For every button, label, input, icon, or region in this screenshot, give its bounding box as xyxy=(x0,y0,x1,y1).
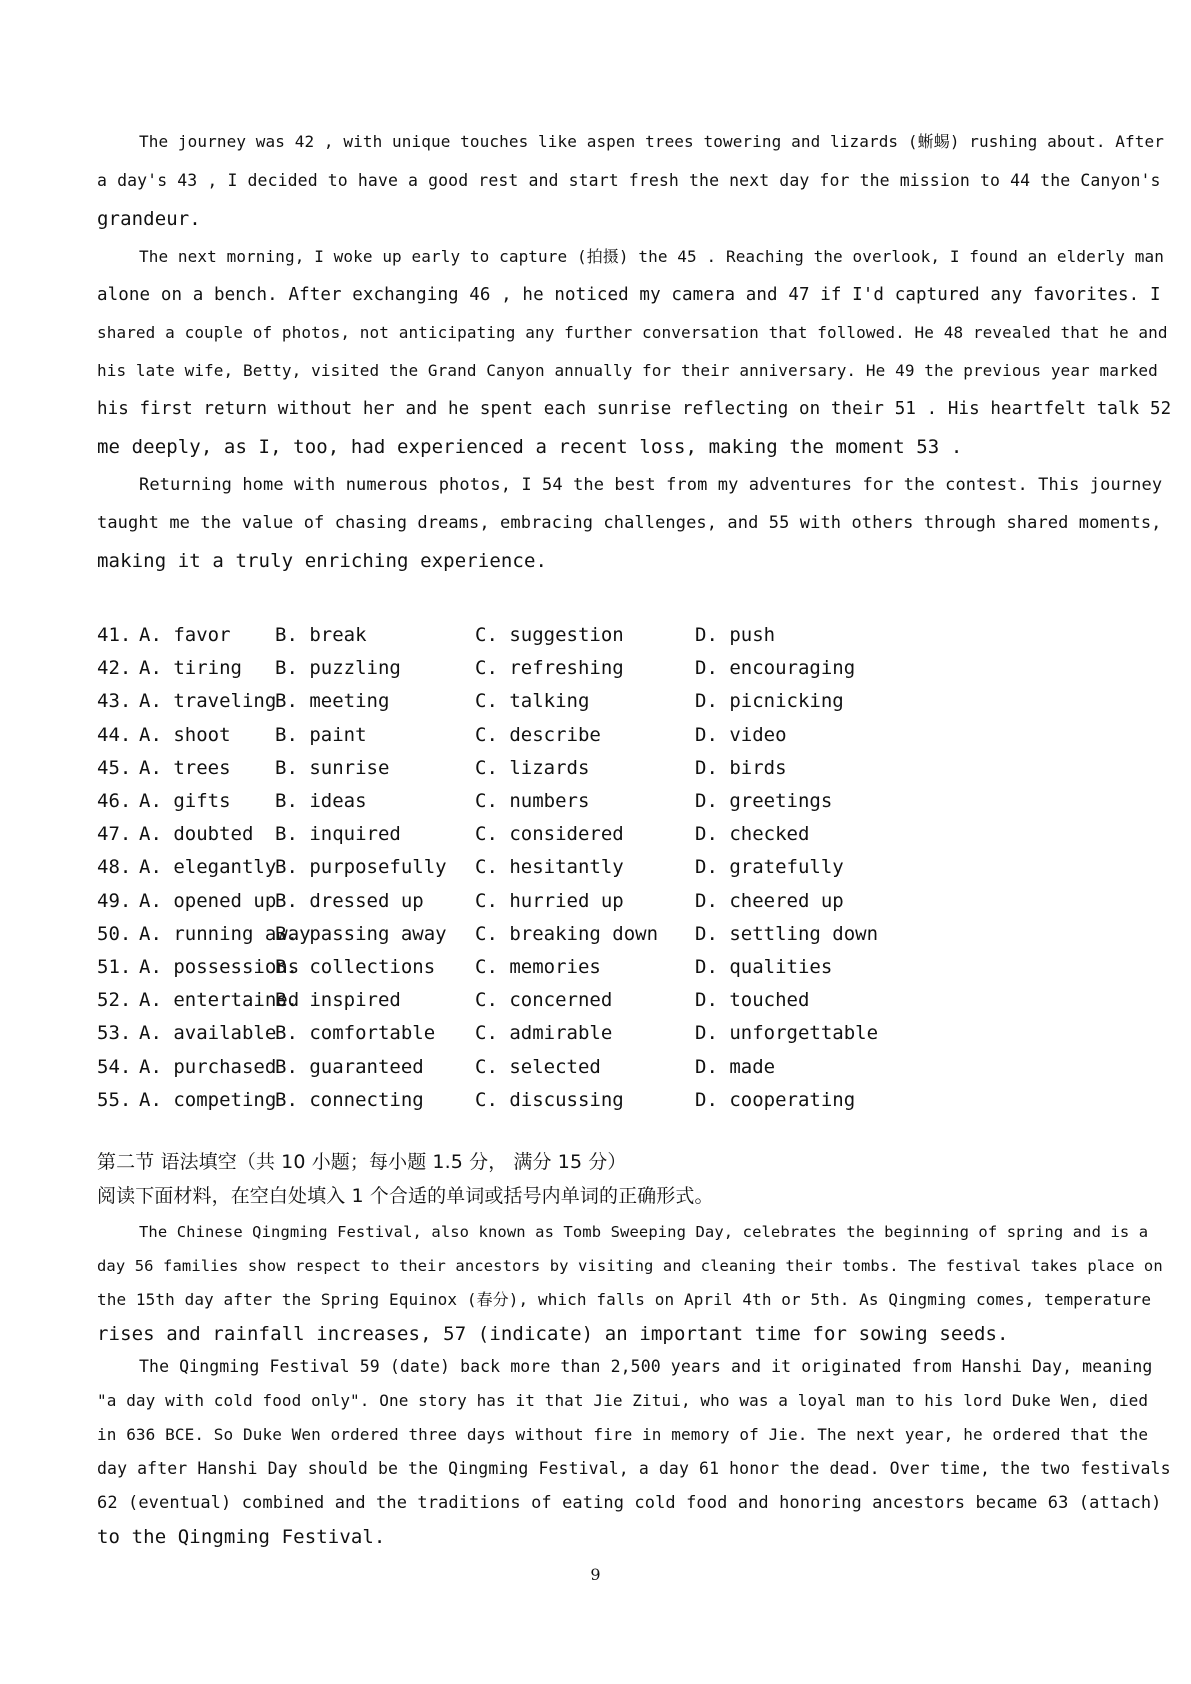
option-c: C. hesitantly xyxy=(475,856,624,879)
question-number: 41. xyxy=(97,624,132,646)
option-d: D. encouraging xyxy=(695,657,856,680)
option-b: B. guaranteed xyxy=(275,1055,424,1078)
option-b: B. passing away xyxy=(275,922,447,945)
question-number: 48. xyxy=(97,856,132,879)
passage-line: "a day with cold food only". One story has it that Jie Zitui, who was a loyal man to his lord Duke Wen, died xyxy=(97,1391,1149,1410)
option-a: A. doubted xyxy=(139,823,254,846)
question-number: 46. xyxy=(97,790,132,812)
passage-line: The Qingming Festival 59 (date) back more than 2,500 years and it originated from Hanshi Day, meaning xyxy=(139,1357,1153,1376)
option-a: A. competing xyxy=(139,1088,277,1111)
option-c: C. numbers xyxy=(475,790,590,812)
option-c: C. discussing xyxy=(475,1088,624,1111)
option-c: C. suggestion xyxy=(475,624,624,646)
option-b: B. puzzling xyxy=(275,657,401,680)
option-c: C. lizards xyxy=(475,756,590,779)
question-number: 55. xyxy=(97,1088,132,1111)
page-number: 9 xyxy=(590,1565,601,1584)
passage-line: The journey was 42 , with unique touches like aspen trees towering and lizards (蜥蜴) rushing about. After xyxy=(139,132,1164,151)
option-d: D. cooperating xyxy=(695,1088,856,1111)
passage-line: making it a truly enriching experience. xyxy=(97,550,548,572)
option-a: A. traveling xyxy=(139,690,277,713)
option-c: C. memories xyxy=(475,956,601,978)
option-c: C. describe xyxy=(475,723,601,746)
option-c: C. considered xyxy=(475,823,624,846)
option-b: B. comfortable xyxy=(275,1022,436,1045)
option-d: D. qualities xyxy=(695,956,833,978)
question-number: 44. xyxy=(97,723,132,746)
passage-line: alone on a bench. After exchanging 46 , he noticed my camera and 47 if I'd captured any favorites. I xyxy=(97,285,1161,305)
option-a: A. opened up xyxy=(139,889,277,912)
option-c: C. selected xyxy=(475,1055,601,1078)
passage-line: The Chinese Qingming Festival, also known as Tomb Sweeping Day, celebrates the beginning of spring and is a xyxy=(139,1223,1149,1241)
passage-line: a day's 43 , I decided to have a good rest and start fresh the next day for the mission to 44 the Canyon's xyxy=(97,171,1161,190)
option-b: B. ideas xyxy=(275,790,367,812)
option-b: B. collections xyxy=(275,956,436,978)
question-number: 43. xyxy=(97,690,132,713)
option-a: A. shoot xyxy=(139,723,231,746)
option-b: B. sunrise xyxy=(275,756,390,779)
passage-line: to the Qingming Festival. xyxy=(97,1526,386,1548)
question-number: 53. xyxy=(97,1022,132,1045)
passage-line: me deeply, as I, too, had experienced a recent loss, making the moment 53 . xyxy=(97,436,963,458)
question-number: 54. xyxy=(97,1055,132,1078)
option-a: A. available xyxy=(139,1022,277,1045)
option-d: D. video xyxy=(695,723,787,746)
option-a: A. elegantly xyxy=(139,856,277,879)
option-d: D. made xyxy=(695,1055,776,1078)
question-number: 52. xyxy=(97,989,132,1012)
passage-line: shared a couple of photos, not anticipating any further conversation that followed. He 48 revealed that he and xyxy=(97,323,1168,342)
question-number: 49. xyxy=(97,889,132,912)
option-a: A. gifts xyxy=(139,790,231,812)
option-d: D. cheered up xyxy=(695,889,844,912)
passage-line: day 56 families show respect to their ancestors by visiting and cleaning their tombs. The festival takes place on xyxy=(97,1257,1163,1275)
option-c: C. breaking down xyxy=(475,922,659,945)
option-d: D. push xyxy=(695,624,776,646)
question-number: 45. xyxy=(97,756,132,779)
option-a: A. running away xyxy=(139,922,311,945)
passage-line: grandeur. xyxy=(97,208,201,230)
option-a: A. favor xyxy=(139,624,231,646)
passage-line: the 15th day after the Spring Equinox (春分), which falls on April 4th or 5th. As Qingming comes, temperature xyxy=(97,1290,1152,1309)
passage-line: day after Hanshi Day should be the Qingming Festival, a day 61 honor the dead. Over time, the two festivals xyxy=(97,1459,1171,1478)
passage-line: rises and rainfall increases, 57 (indicate) an important time for sowing seeds. xyxy=(97,1323,1009,1345)
option-a: A. purchased xyxy=(139,1055,277,1078)
question-number: 51. xyxy=(97,956,132,978)
option-a: A. possessions xyxy=(139,956,300,978)
option-d: D. gratefully xyxy=(695,856,844,879)
option-c: C. talking xyxy=(475,690,590,713)
section-heading: 第二节 语法填空（共 10 小题；每小题 1.5 分， 满分 15 分） xyxy=(97,1151,627,1173)
option-c: C. hurried up xyxy=(475,889,624,912)
option-b: B. break xyxy=(275,624,367,646)
option-b: B. inquired xyxy=(275,823,401,846)
passage-line: 62 (eventual) combined and the traditions of eating cold food and honoring ancestors became 63 (attach) xyxy=(97,1493,1162,1513)
passage-line: taught me the value of chasing dreams, embracing challenges, and 55 with others through shared moments, xyxy=(97,513,1162,533)
option-b: B. paint xyxy=(275,723,367,746)
option-c: C. refreshing xyxy=(475,657,624,680)
option-b: B. connecting xyxy=(275,1088,424,1111)
option-d: D. picnicking xyxy=(695,690,844,713)
option-b: B. dressed up xyxy=(275,889,424,912)
option-c: C. concerned xyxy=(475,989,613,1012)
option-a: A. tiring xyxy=(139,657,242,680)
question-number: 50. xyxy=(97,922,132,945)
question-number: 42. xyxy=(97,657,132,680)
option-b: B. meeting xyxy=(275,690,390,713)
option-a: A. trees xyxy=(139,756,231,779)
option-d: D. settling down xyxy=(695,922,879,945)
option-d: D. checked xyxy=(695,823,810,846)
passage-line: in 636 BCE. So Duke Wen ordered three days without fire in memory of Jie. The next year, he ordered that the xyxy=(97,1425,1149,1444)
passage-line: The next morning, I woke up early to capture (拍摄) the 45 . Reaching the overlook, I found an elderly man xyxy=(139,247,1164,266)
passage-line: Returning home with numerous photos, I 54 the best from my adventures for the contest. This journey xyxy=(139,475,1163,495)
passage-line: his late wife, Betty, visited the Grand Canyon annually for their anniversary. He 49 the previous year marked xyxy=(97,361,1158,380)
option-a: A. entertained xyxy=(139,989,300,1012)
option-d: D. unforgettable xyxy=(695,1022,879,1045)
passage-line: his first return without her and he spent each sunrise reflecting on their 51 . His heartfelt talk 52 xyxy=(97,399,1172,419)
option-d: D. greetings xyxy=(695,790,833,812)
option-b: B. purposefully xyxy=(275,856,447,879)
option-d: D. touched xyxy=(695,989,810,1012)
section-instruction: 阅读下面材料，在空白处填入 1 个合适的单词或括号内单词的正确形式。 xyxy=(97,1185,714,1207)
option-c: C. admirable xyxy=(475,1022,613,1045)
option-d: D. birds xyxy=(695,756,787,779)
option-b: B. inspired xyxy=(275,989,401,1012)
question-number: 47. xyxy=(97,823,132,846)
